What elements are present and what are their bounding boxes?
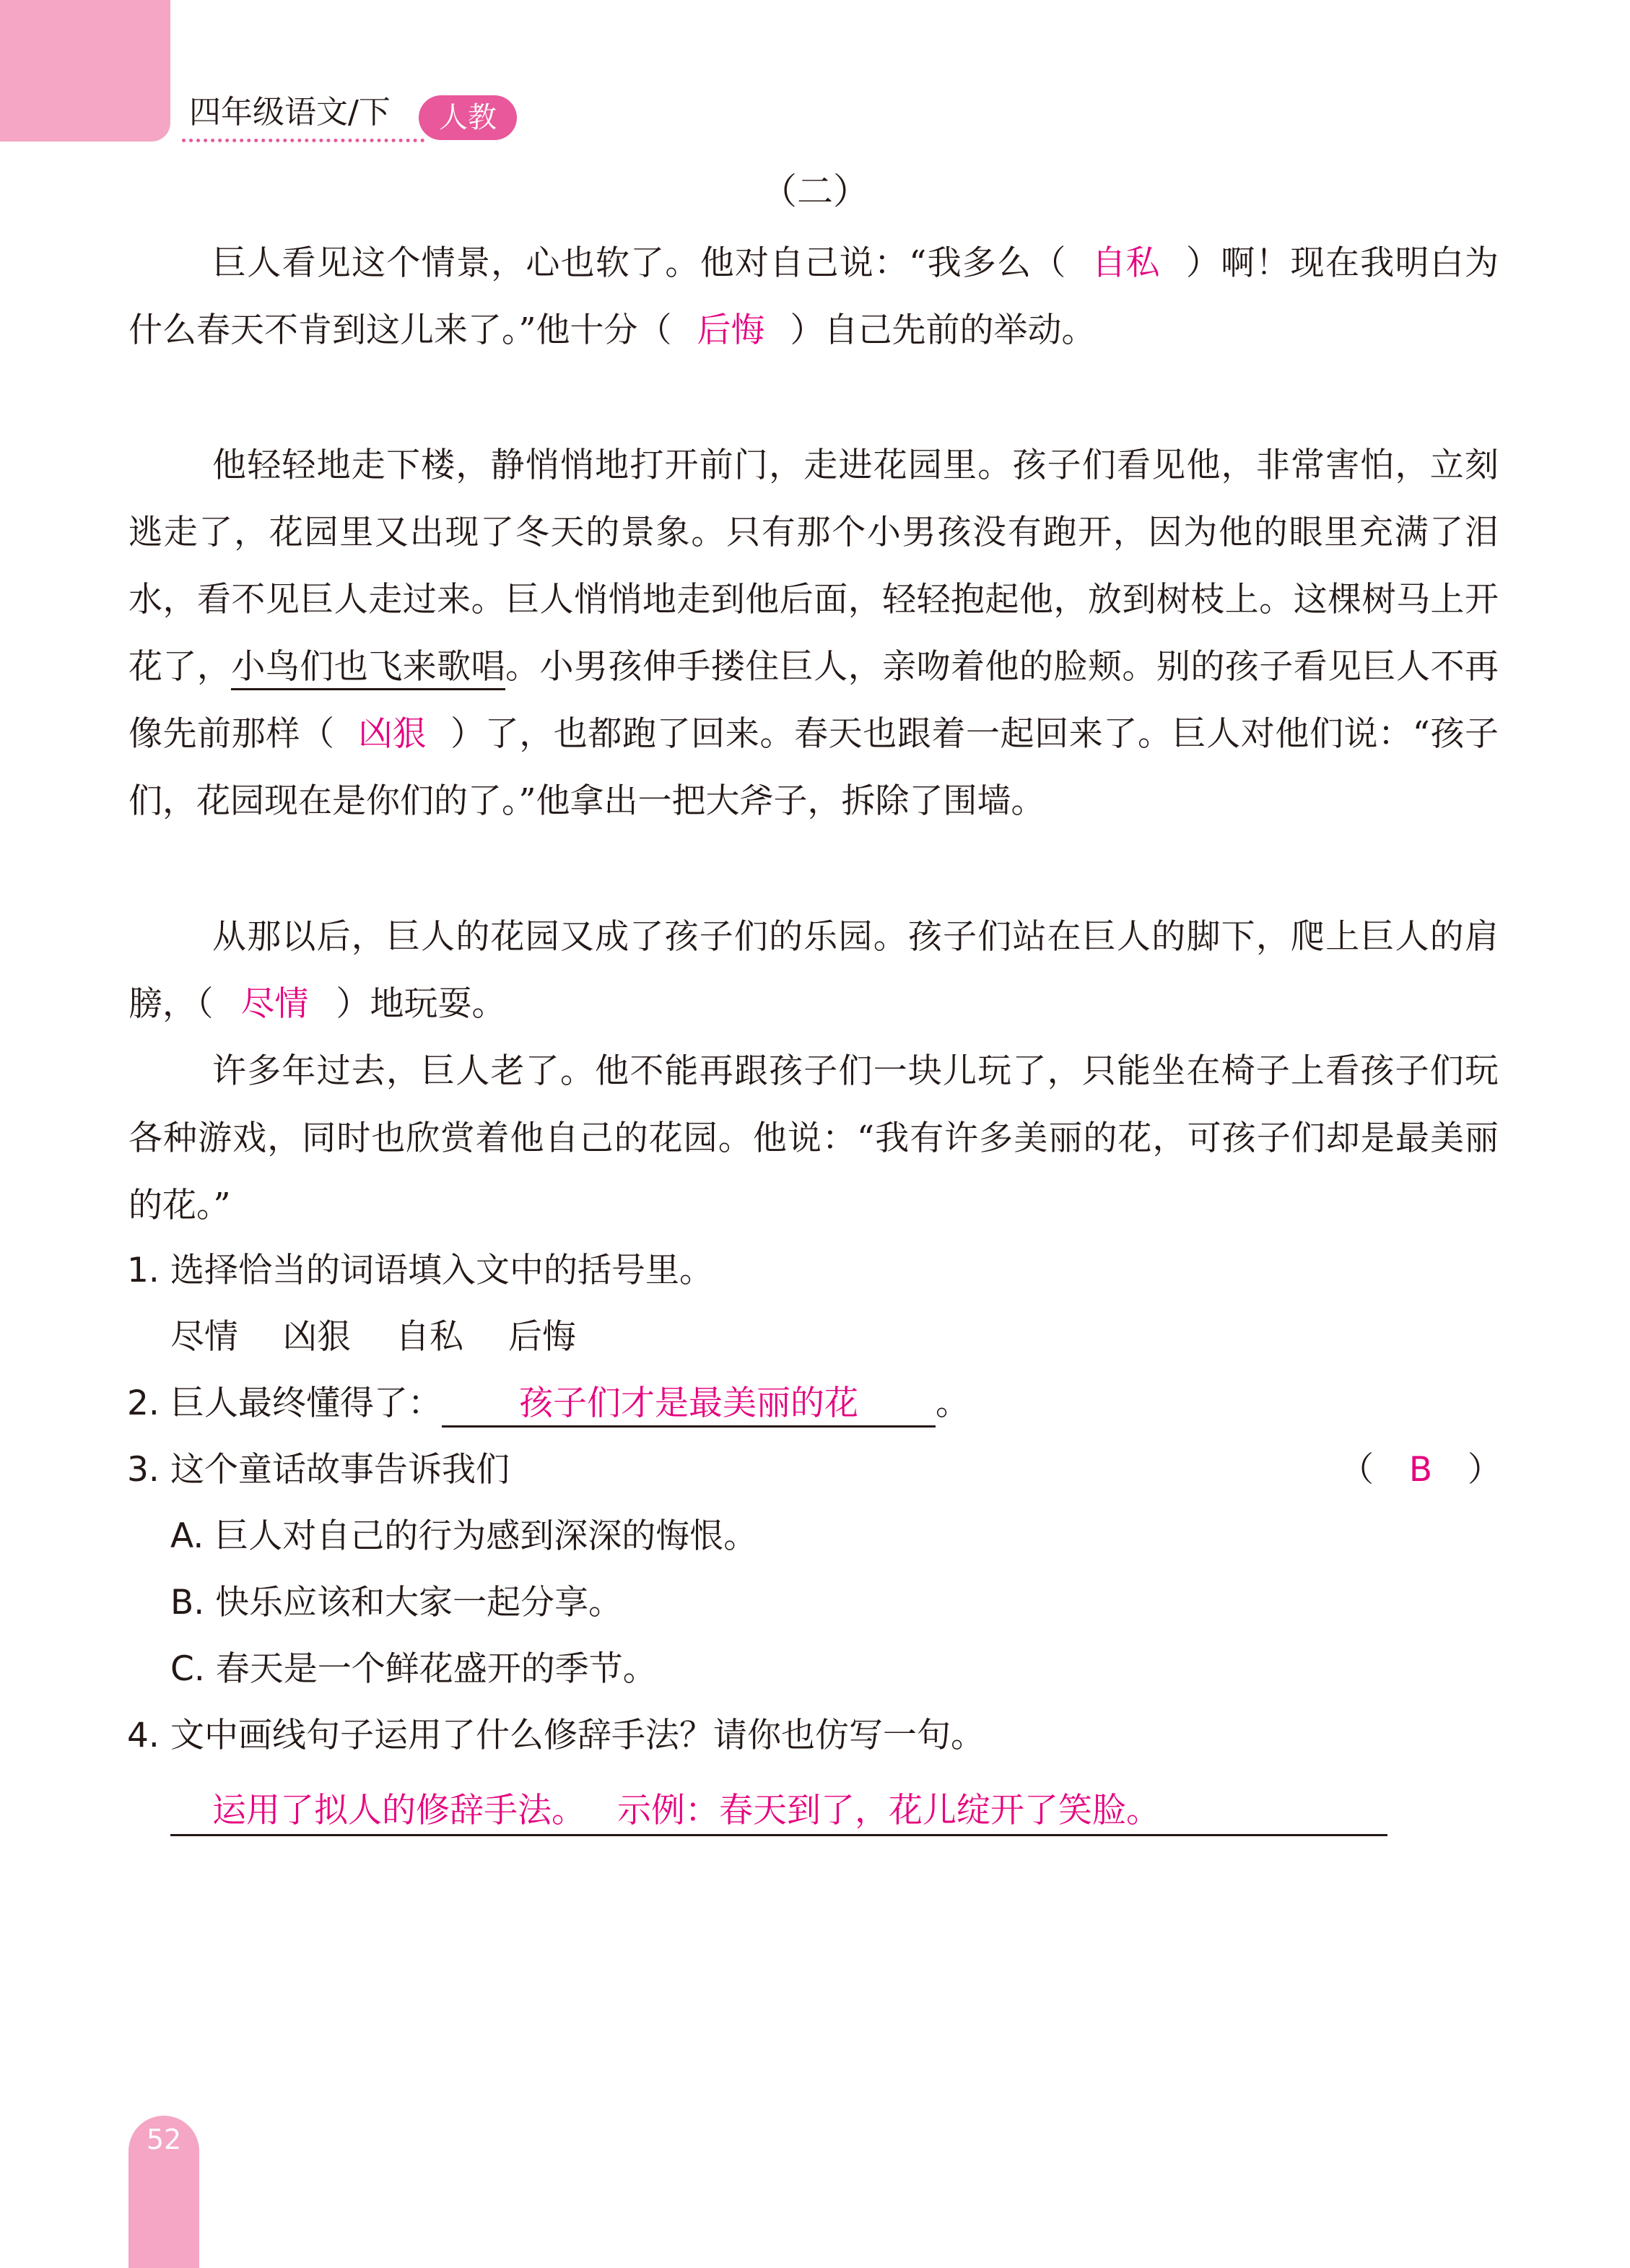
bracket-close: ） [1468,1450,1502,1490]
fill-answer: 自私 [1091,243,1160,283]
question-number: 1. [127,1251,160,1290]
question-1 [127,1238,1499,1304]
paragraph-text: ）了，也都跑了回来。春天也跟着一起回来了。巨人对他们说：“孩子们，花园现在是你们的了。”他拿出一把大斧子，拆除了围墙。 [128,714,1499,821]
paragraph-text: 从那以后，巨人的花园又成了孩子们的乐园。孩子们站在巨人的脚下，爬上巨人的肩膀，（ [128,917,1499,1024]
sentence-end: 。 [936,1383,969,1423]
word-option: 尽情 [170,1317,238,1357]
question-3 [127,1437,1502,1503]
paragraph-text: 他轻轻地走下楼，静悄悄地打开前门，走进花园里。孩子们看见他，非常害怕，立刻逃走了，花园里又出现了冬天的景象。只有那个小男孩没有跑开，因为他的眼里充满了泪水，看不见巨人走过来。巨人悄悄地走到他后面，轻轻抱起他，放到树枝上。这棵树马上开花了， [128,446,1499,687]
answer-blank: 孩子们才是最美丽的花 [442,1382,936,1428]
paragraph-text: 许多年过去，巨人老了。他不能再跟孩子们一块儿玩了，只能坐在椅子上看孩子们玩各种游戏，同时也欣赏着他自己的花园。他说：“我有许多美丽的花，可孩子们却是最美丽的花。” [128,1051,1499,1225]
question-2 [127,1370,1499,1437]
underlined-sentence: 小鸟们也飞来歌唱 [231,647,505,690]
passage-paragraph-1 [128,230,1499,364]
question-text: 文中画线句子运用了什么修辞手法？请你也仿写一句。 [170,1716,985,1755]
answer-bracket [1340,1437,1502,1503]
fill-answer: 后悔 [697,310,765,350]
section-title: （二） [761,170,869,212]
answer-rhetoric: 运用了拟人的修辞手法。 [212,1791,585,1830]
corner-decoration [0,0,170,142]
paragraph-text: 。小男孩伸手搂住巨人，亲吻着他的脸颊。别的孩子看见巨人不再像先前那样（ [128,647,1499,754]
passage-paragraph-3 [128,903,1499,1038]
choice-b: B. 快乐应该和大家一起分享。 [170,1583,623,1622]
word-options [170,1304,1542,1370]
question-number: 4. [127,1716,160,1755]
paragraph-text: 巨人看见这个情景，心也软了。他对自己说：“我多么（ [212,243,1067,283]
paragraph-text: ）自己先前的举动。 [790,310,1096,350]
paragraph-text: ）地玩耍。 [336,984,506,1024]
passage-paragraph-2 [128,432,1499,835]
question-text: 选择恰当的词语填入文中的括号里。 [170,1251,713,1290]
answer-example: 示例：春天到了，花儿绽开了笑脸。 [617,1791,1160,1830]
word-option: 后悔 [508,1317,576,1357]
question-number: 3. [127,1450,160,1490]
bracket-open: （ [1340,1450,1374,1490]
choice-a: A. 巨人对自己的行为感到深深的悔恨。 [170,1516,758,1556]
choice-answer: B [1408,1450,1433,1490]
question-4-answer [170,1788,1387,1836]
question-4 [127,1703,1499,1769]
edition-badge: 人教 [419,95,517,140]
question-text: 巨人最终懂得了： [170,1383,442,1423]
choice-c: C. 春天是一个鲜花盛开的季节。 [170,1649,657,1689]
page-number: 52 [146,2124,182,2155]
fill-answer: 尽情 [240,984,309,1024]
book-title: 四年级语文/下 [189,94,391,131]
passage-paragraph-4 [128,1038,1499,1239]
question-number: 2. [127,1383,160,1423]
word-option: 自私 [396,1317,463,1357]
paragraph-text: ）啊！现在我明白为什么春天不肯到这儿来了。”他十分（ [128,243,1499,350]
word-option: 凶狠 [283,1317,351,1357]
question-text: 这个童话故事告诉我们 [170,1450,510,1490]
fill-answer: 凶狠 [358,714,427,754]
header-dotted-divider [182,139,424,142]
